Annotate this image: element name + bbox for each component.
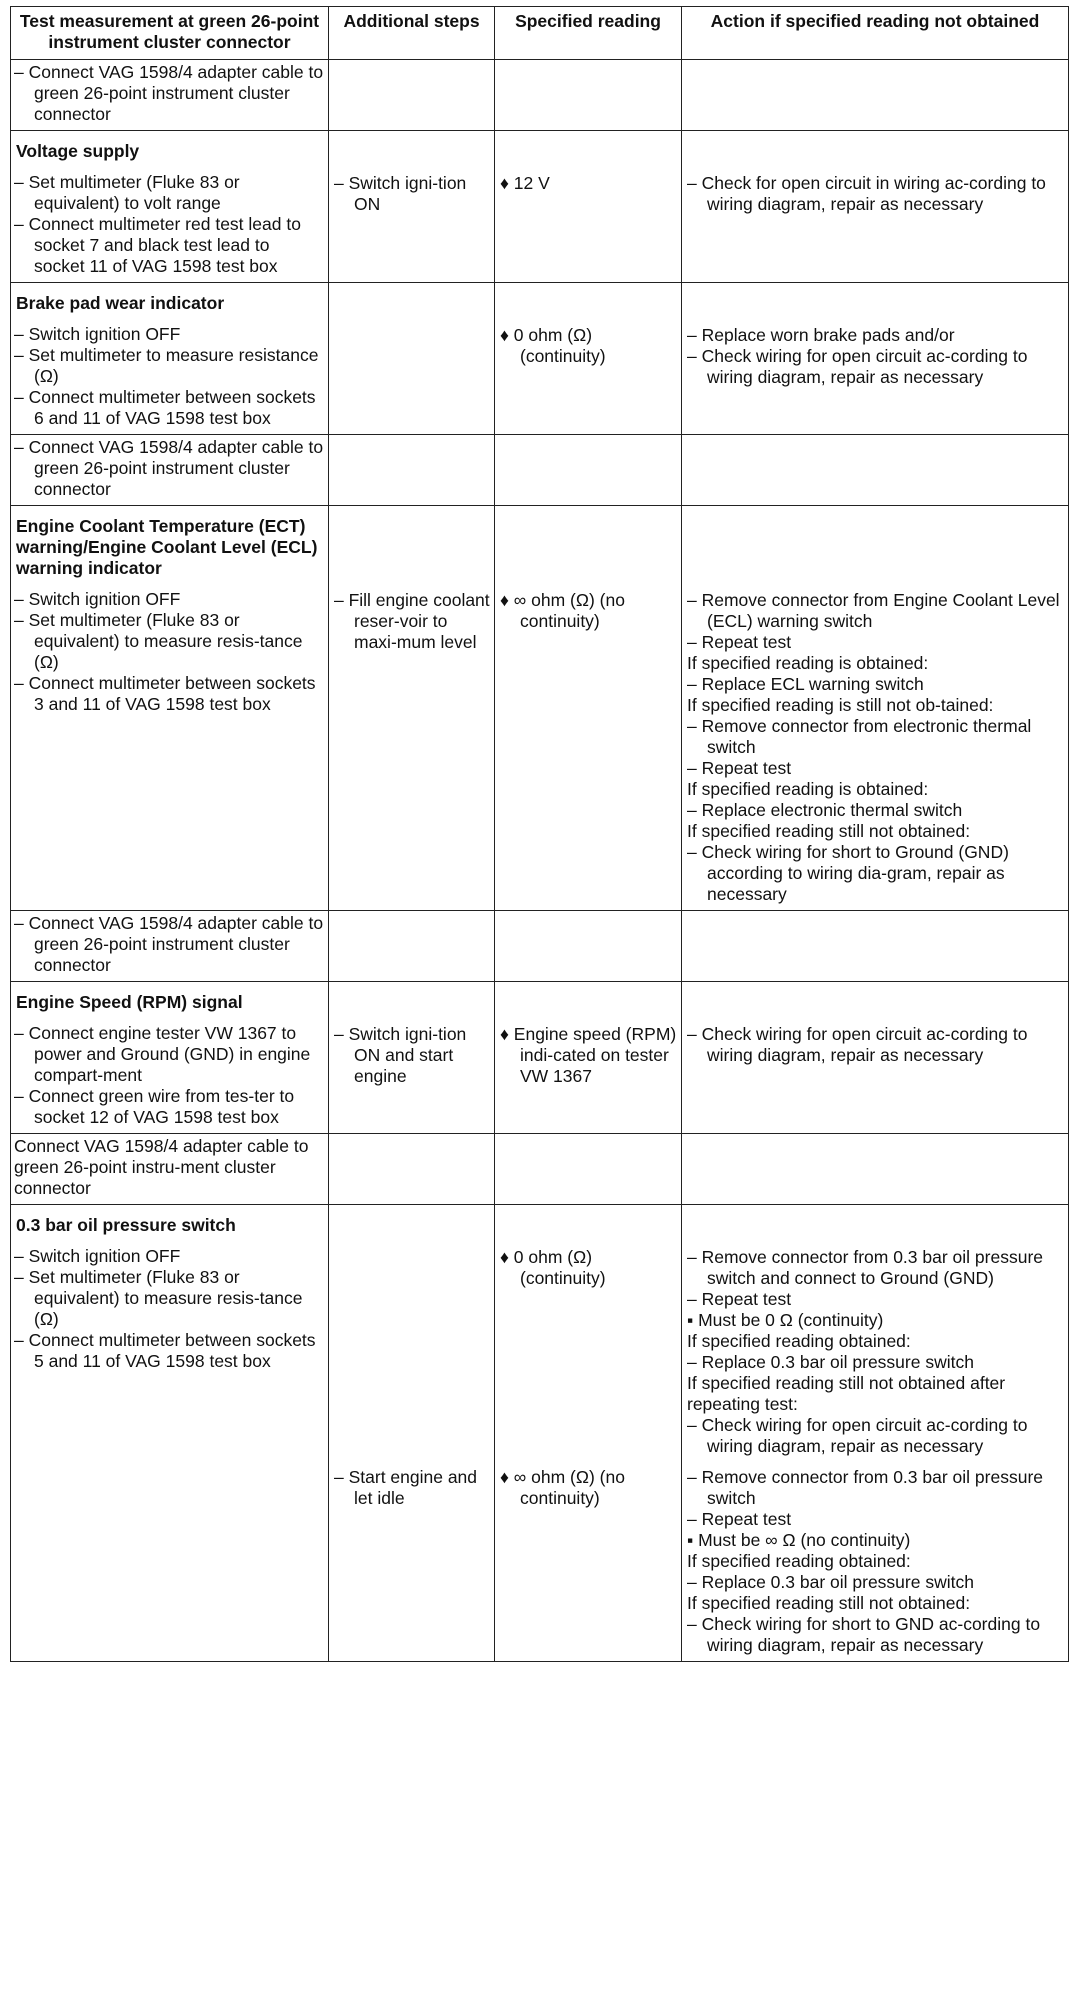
test-measurement-cell <box>11 911 329 982</box>
header-specified-reading: Specified reading <box>495 7 682 60</box>
action-cell <box>682 435 1069 506</box>
action-step: If specified reading obtained: <box>687 1331 911 1351</box>
oil-case-block <box>500 1247 677 1467</box>
table-row <box>11 1134 1069 1205</box>
action-step: – Replace ECL warning switch <box>687 674 924 694</box>
test-step: – Connect VAG 1598/4 adapter cable to green 26-point instrument cluster connector <box>14 62 324 124</box>
specified-reading-cell <box>495 506 682 911</box>
section-title: 0.3 bar oil pressure switch <box>16 1215 236 1235</box>
action-step: ▪ Must be 0 Ω (continuity) <box>687 1310 884 1330</box>
test-step: – Switch ignition OFF <box>14 589 181 609</box>
test-step: – Set multimeter (Fluke 83 or equivalent) to measure resis-tance (Ω) <box>14 610 303 672</box>
action-step: – Check wiring for open circuit ac-cording to wiring diagram, repair as necessary <box>687 1024 1028 1065</box>
specified-reading-cell <box>495 982 682 1134</box>
section-title: Brake pad wear indicator <box>16 293 225 313</box>
additional-step: – Switch igni-tion ON <box>334 173 467 214</box>
section-title: Voltage supply <box>16 141 140 161</box>
specified-reading: ♦ 0 ohm (Ω) (continuity) <box>500 325 606 366</box>
oil-case-block <box>687 1467 1064 1656</box>
specified-reading-cell <box>495 60 682 131</box>
test-step: – Switch ignition OFF <box>14 324 181 344</box>
test-table <box>10 6 1069 1662</box>
action-step: – Repeat test <box>687 632 792 652</box>
action-step: – Remove connector from Engine Coolant Level (ECL) warning switch <box>687 590 1060 631</box>
test-step: – Connect multimeter red test lead to socket 7 and black test lead to socket 11 of VAG 1598 test box <box>14 214 301 276</box>
header-row <box>11 7 1069 60</box>
action-step: If specified reading is obtained: <box>687 653 929 673</box>
additional-step: – Start engine and let idle <box>334 1467 478 1508</box>
action-cell <box>682 1205 1069 1662</box>
test-step: – Switch ignition OFF <box>14 1246 181 1266</box>
action-step: – Repeat test <box>687 1289 792 1309</box>
test-step: – Connect VAG 1598/4 adapter cable to green 26-point instrument cluster connector <box>14 437 324 499</box>
table-row <box>11 506 1069 911</box>
additional-steps-cell <box>329 1205 495 1662</box>
additional-steps-cell <box>329 60 495 131</box>
action-cell <box>682 131 1069 283</box>
action-step: – Check for open circuit in wiring ac-cording to wiring diagram, repair as necessary <box>687 173 1046 214</box>
action-step: – Repeat test <box>687 758 792 778</box>
additional-step: – Fill engine coolant reser-voir to maxi-mum level <box>334 590 490 652</box>
specified-reading: ♦ 0 ohm (Ω) (continuity) <box>500 1247 606 1288</box>
action-step: If specified reading is obtained: <box>687 779 929 799</box>
table-row <box>11 60 1069 131</box>
test-measurement-cell <box>11 982 329 1134</box>
specified-reading-cell <box>495 283 682 435</box>
specified-reading: ♦ Engine speed (RPM) indi-cated on tester VW 1367 <box>500 1024 677 1086</box>
oil-case-block <box>334 1247 490 1467</box>
action-cell <box>682 1134 1069 1205</box>
specified-reading-cell <box>495 131 682 283</box>
oil-case-block <box>687 1247 1064 1467</box>
test-step: – Connect multimeter between sockets 3 and 11 of VAG 1598 test box <box>14 673 316 714</box>
header-action: Action if specified reading not obtained <box>682 7 1069 60</box>
action-cell <box>682 506 1069 911</box>
additional-steps-cell <box>329 1134 495 1205</box>
additional-step: – Switch igni-tion ON and start engine <box>334 1024 467 1086</box>
test-step: – Connect green wire from tes-ter to socket 12 of VAG 1598 test box <box>14 1086 295 1127</box>
specified-reading: ♦ ∞ ohm (Ω) (no continuity) <box>500 590 625 631</box>
action-step: – Replace electronic thermal switch <box>687 800 963 820</box>
test-step: – Set multimeter to measure resistance (Ω) <box>14 345 319 386</box>
action-step: If specified reading still not obtained: <box>687 821 971 841</box>
test-measurement-cell <box>11 283 329 435</box>
additional-steps-cell <box>329 435 495 506</box>
action-step: – Replace worn brake pads and/or <box>687 325 955 345</box>
action-step: – Check wiring for open circuit ac-cording to wiring diagram, repair as necessary <box>687 346 1028 387</box>
test-step: – Set multimeter (Fluke 83 or equivalent) to volt range <box>14 172 240 213</box>
action-step: – Check wiring for short to GND ac-cording to wiring diagram, repair as necessary <box>687 1614 1041 1655</box>
action-cell <box>682 982 1069 1134</box>
test-measurement-cell <box>11 506 329 911</box>
action-step: – Replace 0.3 bar oil pressure switch <box>687 1572 974 1592</box>
test-step: – Connect multimeter between sockets 5 and 11 of VAG 1598 test box <box>14 1330 316 1371</box>
action-step: – Remove connector from 0.3 bar oil pressure switch <box>687 1467 1043 1508</box>
additional-steps-cell <box>329 911 495 982</box>
test-measurement-cell <box>11 1134 329 1205</box>
additional-steps-cell <box>329 131 495 283</box>
action-cell <box>682 911 1069 982</box>
action-step: If specified reading obtained: <box>687 1551 911 1571</box>
additional-steps-cell <box>329 982 495 1134</box>
action-step: If specified reading still not obtained: <box>687 1593 971 1613</box>
table-row <box>11 283 1069 435</box>
table-row <box>11 982 1069 1134</box>
section-title: Engine Speed (RPM) signal <box>16 992 243 1012</box>
table-row-oil-pressure <box>11 1205 1069 1662</box>
action-cell <box>682 283 1069 435</box>
test-measurement-cell <box>11 435 329 506</box>
additional-steps-cell <box>329 506 495 911</box>
header-additional-steps: Additional steps <box>329 7 495 60</box>
test-step: – Connect multimeter between sockets 6 and 11 of VAG 1598 test box <box>14 387 316 428</box>
action-step: – Check wiring for open circuit ac-cording to wiring diagram, repair as necessary <box>687 1415 1028 1456</box>
specified-reading-cell <box>495 435 682 506</box>
action-step: – Remove connector from electronic thermal switch <box>687 716 1032 757</box>
section-title: Engine Coolant Temperature (ECT) warning/Engine Coolant Level (ECL) warning indicator <box>16 516 318 578</box>
action-step: – Repeat test <box>687 1509 792 1529</box>
table-row <box>11 131 1069 283</box>
action-step: – Replace 0.3 bar oil pressure switch <box>687 1352 974 1372</box>
action-step: ▪ Must be ∞ Ω (no continuity) <box>687 1530 911 1550</box>
test-step: – Set multimeter (Fluke 83 or equivalent) to measure resis-tance (Ω) <box>14 1267 303 1329</box>
table-row <box>11 911 1069 982</box>
repair-manual-page <box>10 6 1068 1662</box>
test-measurement-cell <box>11 60 329 131</box>
action-step: If specified reading still not obtained after repeating test: <box>687 1373 1006 1414</box>
table-body <box>11 60 1069 1662</box>
action-step: – Check wiring for short to Ground (GND) according to wiring dia-gram, repair as necessary <box>687 842 1009 904</box>
additional-steps-cell <box>329 283 495 435</box>
oil-case-block <box>500 1467 677 1509</box>
table-row <box>11 435 1069 506</box>
action-step: – Remove connector from 0.3 bar oil pressure switch and connect to Ground (GND) <box>687 1247 1043 1288</box>
action-cell <box>682 60 1069 131</box>
test-step: – Connect VAG 1598/4 adapter cable to green 26-point instrument cluster connector <box>14 913 324 975</box>
test-measurement-cell <box>11 131 329 283</box>
test-measurement-cell <box>11 1205 329 1662</box>
test-step: Connect VAG 1598/4 adapter cable to green 26-point instru-ment cluster connector <box>14 1136 309 1198</box>
header-test-measurement: Test measurement at green 26-point instrument cluster connector <box>11 7 329 60</box>
specified-reading: ♦ 12 V <box>500 173 550 193</box>
oil-case-block <box>334 1467 490 1509</box>
test-step: – Connect engine tester VW 1367 to power and Ground (GND) in engine compart-ment <box>14 1023 311 1085</box>
specified-reading-cell <box>495 911 682 982</box>
specified-reading-cell <box>495 1205 682 1662</box>
action-step: If specified reading is still not ob-tained: <box>687 695 994 715</box>
specified-reading-cell <box>495 1134 682 1205</box>
specified-reading: ♦ ∞ ohm (Ω) (no continuity) <box>500 1467 625 1508</box>
